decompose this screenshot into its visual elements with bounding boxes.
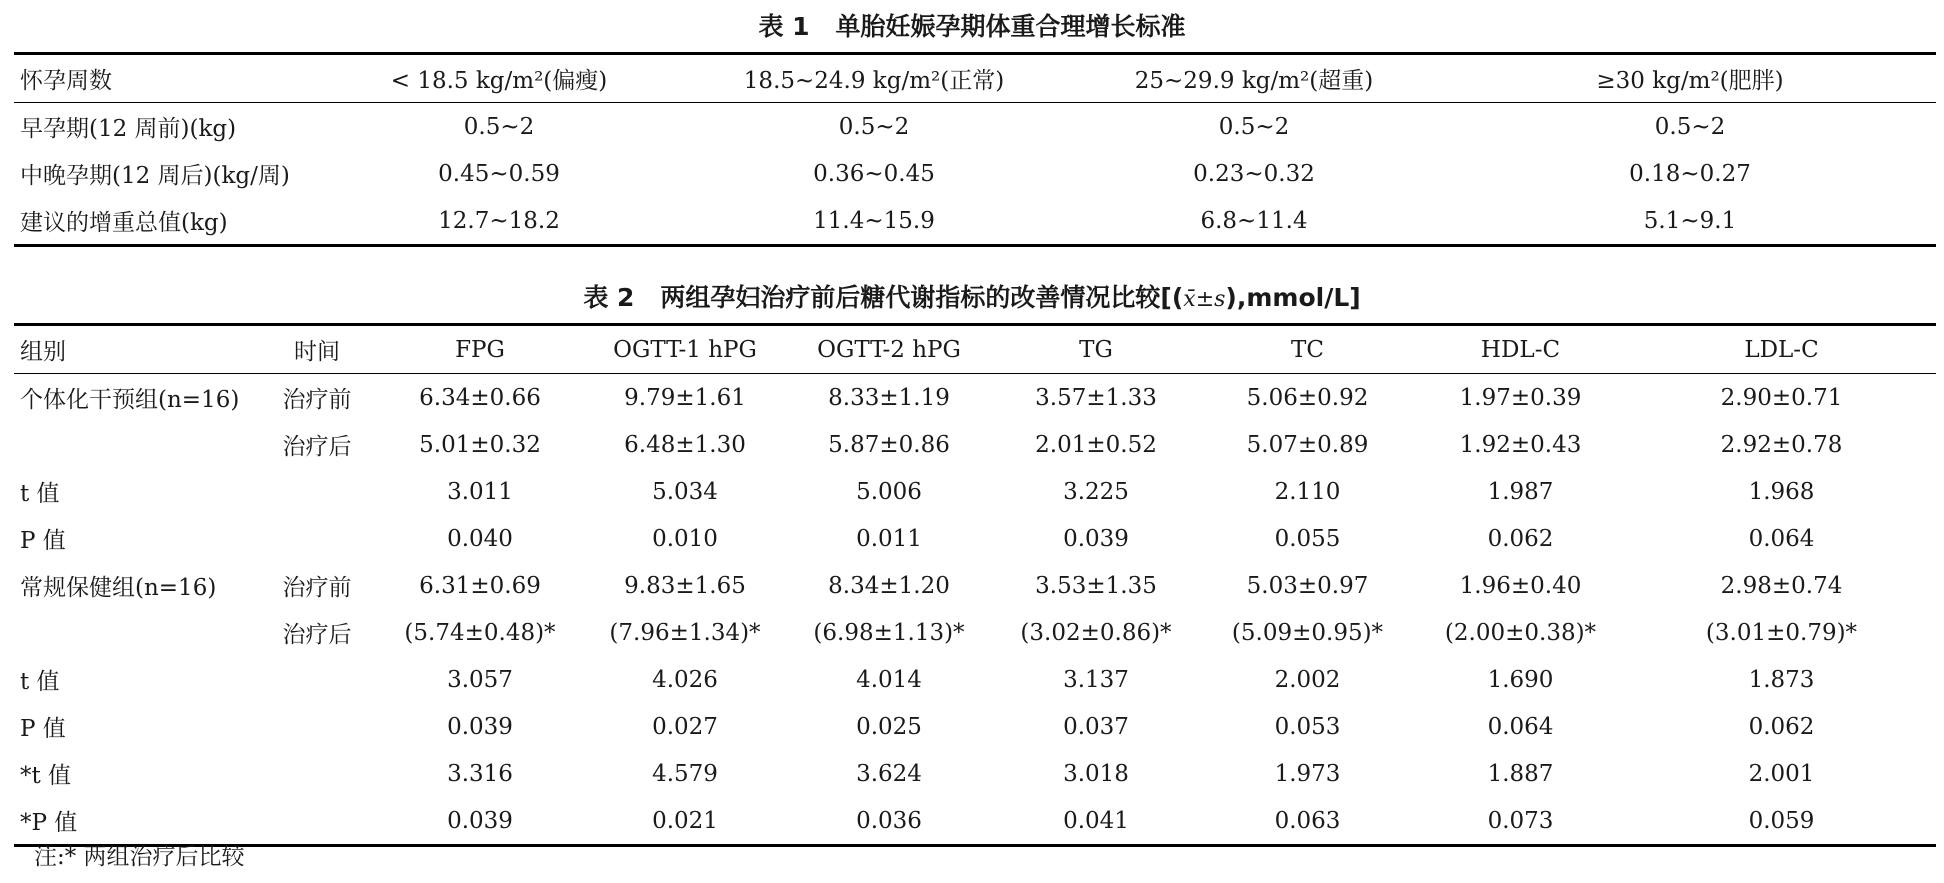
table2-cell: 0.064 bbox=[1487, 713, 1554, 740]
table2-cell: 0.062 bbox=[1487, 525, 1554, 552]
table2-cell: 1.887 bbox=[1487, 760, 1554, 787]
table2-cell: 0.037 bbox=[1063, 713, 1129, 740]
table2-cell: 3.57±1.33 bbox=[1035, 384, 1157, 411]
table-row bbox=[14, 562, 1936, 609]
table2-cell: 3.624 bbox=[856, 760, 922, 787]
table1-cell: 12.7~18.2 bbox=[314, 197, 684, 246]
table1-cell: 0.23~0.32 bbox=[1193, 160, 1315, 187]
table2-cell: 常规保健组(n=16) bbox=[20, 575, 217, 601]
table2-cell: (6.98±1.13)* bbox=[813, 619, 965, 646]
table1-header-cell: 18.5~24.9 kg/m²(正常) bbox=[684, 54, 1064, 103]
table1-header-cell: 25~29.9 kg/m²(超重) bbox=[1064, 54, 1444, 103]
table2-cell: 0.073 bbox=[1414, 797, 1627, 846]
table2-cell: 4.026 bbox=[652, 666, 718, 693]
table2-cell: t 值 bbox=[20, 669, 60, 695]
table-row bbox=[14, 468, 1936, 515]
table2-cell: 0.025 bbox=[856, 713, 922, 740]
table2-cell bbox=[257, 515, 377, 562]
table2-cell: 2.001 bbox=[1748, 760, 1815, 787]
table2-cell: (5.74±0.48)* bbox=[404, 619, 556, 646]
table2-cell: 0.040 bbox=[447, 525, 513, 552]
table2-cell: 1.97±0.39 bbox=[1459, 384, 1582, 411]
table2-cell: 8.34±1.20 bbox=[828, 572, 950, 599]
table2-cell: 0.059 bbox=[1627, 797, 1936, 846]
table1-header-cell: < 18.5 kg/m²(偏瘦) bbox=[314, 54, 684, 103]
table2-cell: 0.039 bbox=[447, 713, 513, 740]
table2-cell: 3.011 bbox=[447, 478, 513, 505]
table2-cell: 0.011 bbox=[856, 525, 922, 552]
table1-cell: 0.45~0.59 bbox=[438, 160, 560, 187]
table2-cell: 8.33±1.19 bbox=[828, 384, 950, 411]
table-row bbox=[14, 750, 1936, 797]
table2-cell: 1.92±0.43 bbox=[1459, 431, 1582, 458]
table2-cell bbox=[257, 797, 377, 846]
table1-header-cell: ≥30 kg/m²(肥胖) bbox=[1444, 54, 1936, 103]
table2-cell: 6.31±0.69 bbox=[419, 572, 541, 599]
table2-cell: 5.03±0.97 bbox=[1246, 572, 1369, 599]
table1-cell: 0.5~2 bbox=[1654, 113, 1726, 140]
table-row bbox=[14, 103, 1936, 151]
table-row bbox=[14, 421, 1936, 468]
table2-header-cell: TC bbox=[1201, 325, 1414, 374]
table2-cell: 2.01±0.52 bbox=[1035, 431, 1157, 458]
table2-cell bbox=[14, 421, 257, 468]
table1-caption-title: 单胎妊娠孕期体重合理增长标准 bbox=[835, 12, 1186, 41]
table2-body bbox=[14, 374, 1936, 846]
table1-cell: 0.5~2 bbox=[463, 113, 535, 140]
table2 bbox=[14, 323, 1936, 847]
table2-cell: 5.01±0.32 bbox=[419, 431, 541, 458]
table2-header-cell: HDL-C bbox=[1414, 325, 1627, 374]
table-row bbox=[14, 150, 1936, 197]
table2-cell: P 值 bbox=[20, 716, 66, 742]
table2-header-cell: 时间 bbox=[257, 325, 377, 374]
table2-caption-title: 两组孕妇治疗前后糖代谢指标的改善情况比较[( bbox=[660, 283, 1184, 312]
table1-cell: 0.5~2 bbox=[838, 113, 910, 140]
table-note: 注:* 两组治疗后比较 bbox=[34, 844, 245, 870]
table2-cell: 1.968 bbox=[1748, 478, 1815, 505]
table2-cell: 5.07±0.89 bbox=[1246, 431, 1369, 458]
table-row bbox=[14, 197, 1936, 246]
table2-cell bbox=[14, 609, 257, 656]
table-row bbox=[14, 797, 1936, 846]
table1-cell: 0.36~0.45 bbox=[813, 160, 935, 187]
table-row bbox=[14, 374, 1936, 422]
table2-cell: 0.064 bbox=[1748, 525, 1815, 552]
table2-cell: P 值 bbox=[20, 528, 66, 554]
table2-cell: 3.225 bbox=[1063, 478, 1129, 505]
table2-cell bbox=[257, 656, 377, 703]
table2-caption-number: 表 2 bbox=[583, 283, 635, 312]
table2-cell: (3.01±0.79)* bbox=[1705, 619, 1858, 646]
table-row bbox=[14, 656, 1936, 703]
table2-cell: 5.034 bbox=[652, 478, 718, 505]
table1-cell: 早孕期(12 周前)(kg) bbox=[20, 116, 237, 142]
table2-cell: 3.057 bbox=[447, 666, 513, 693]
table2-cell: 0.039 bbox=[377, 797, 583, 846]
table2-cell: 9.83±1.65 bbox=[624, 572, 746, 599]
table-row bbox=[14, 515, 1936, 562]
table2-caption-stat: x̄±s bbox=[1183, 287, 1226, 312]
table1-caption bbox=[0, 12, 1944, 42]
table2-header-cell: FPG bbox=[377, 325, 583, 374]
table1-cell: 0.18~0.27 bbox=[1629, 160, 1751, 187]
table2-cell: (7.96±1.34)* bbox=[609, 619, 761, 646]
table1-caption-number: 表 1 bbox=[758, 12, 810, 41]
table2-cell: 个体化干预组(n=16) bbox=[20, 387, 240, 413]
table2-header-cell: OGTT-1 hPG bbox=[583, 325, 787, 374]
table1-cell: 11.4~15.9 bbox=[684, 197, 1064, 246]
table2-cell: 6.48±1.30 bbox=[624, 431, 746, 458]
table2-cell: 2.002 bbox=[1274, 666, 1341, 693]
table2-cell: 9.79±1.61 bbox=[624, 384, 746, 411]
table2-cell: 0.041 bbox=[991, 797, 1201, 846]
table2-cell: 0.036 bbox=[787, 797, 991, 846]
table2-cell: 0.039 bbox=[1063, 525, 1129, 552]
table2-cell bbox=[257, 703, 377, 750]
table2-header-cell: LDL-C bbox=[1627, 325, 1936, 374]
table2-cell: 0.010 bbox=[652, 525, 718, 552]
table2-header-cell: 组别 bbox=[14, 325, 257, 374]
table2-cell: 3.53±1.35 bbox=[1035, 572, 1157, 599]
table2-header-cell: OGTT-2 hPG bbox=[787, 325, 991, 374]
table2-cell: 2.90±0.71 bbox=[1720, 384, 1843, 411]
table2-cell: 3.018 bbox=[1063, 760, 1129, 787]
table2-caption bbox=[0, 283, 1944, 315]
table2-cell: 2.92±0.78 bbox=[1720, 431, 1843, 458]
table2-cell: 4.579 bbox=[652, 760, 718, 787]
table2-cell: 治疗后 bbox=[282, 434, 352, 460]
table-row bbox=[14, 703, 1936, 750]
table2-header-cell: TG bbox=[991, 325, 1201, 374]
table2-cell: 1.873 bbox=[1748, 666, 1815, 693]
table2-cell bbox=[257, 468, 377, 515]
table2-header-row bbox=[14, 325, 1936, 374]
table1-cell: 建议的增重总值(kg) bbox=[14, 197, 314, 246]
table2-cell: *P 值 bbox=[14, 797, 257, 846]
table2-cell: 0.055 bbox=[1274, 525, 1341, 552]
table2-cell: 4.014 bbox=[856, 666, 922, 693]
table2-cell: 0.021 bbox=[583, 797, 787, 846]
table2-cell: (5.09±0.95)* bbox=[1231, 619, 1384, 646]
table2-cell: 1.973 bbox=[1274, 760, 1341, 787]
table2-cell: 治疗前 bbox=[282, 575, 352, 601]
table2-cell: *t 值 bbox=[20, 763, 72, 789]
table1-header-row bbox=[14, 54, 1936, 103]
table2-cell: 2.98±0.74 bbox=[1720, 572, 1843, 599]
table2-cell: 0.027 bbox=[652, 713, 718, 740]
table2-cell: (3.02±0.86)* bbox=[1020, 619, 1172, 646]
table2-cell: 0.062 bbox=[1748, 713, 1815, 740]
table2-cell: 6.34±0.66 bbox=[419, 384, 541, 411]
table2-cell: 5.87±0.86 bbox=[828, 431, 950, 458]
table2-cell: 治疗后 bbox=[282, 622, 352, 648]
table2-cell: 3.137 bbox=[1063, 666, 1129, 693]
table1 bbox=[14, 52, 1936, 247]
table1-cell: 6.8~11.4 bbox=[1064, 197, 1444, 246]
table2-cell: 0.053 bbox=[1274, 713, 1341, 740]
table1-header-cell: 怀孕周数 bbox=[14, 54, 314, 103]
table-row bbox=[14, 609, 1936, 656]
table1-cell: 0.5~2 bbox=[1218, 113, 1290, 140]
table2-cell: (2.00±0.38)* bbox=[1444, 619, 1597, 646]
table2-cell: 1.987 bbox=[1487, 478, 1554, 505]
table2-cell: 2.110 bbox=[1274, 478, 1341, 505]
table1-cell: 5.1~9.1 bbox=[1444, 197, 1936, 246]
table2-cell: 治疗前 bbox=[282, 387, 352, 413]
table2-cell: 5.006 bbox=[856, 478, 922, 505]
table2-cell: 5.06±0.92 bbox=[1246, 384, 1369, 411]
table2-cell bbox=[257, 750, 377, 797]
table2-cell: t 值 bbox=[20, 481, 60, 507]
table2-cell: 1.96±0.40 bbox=[1459, 572, 1582, 599]
table2-caption-unit: ),mmol/L] bbox=[1225, 283, 1361, 312]
table2-cell: 0.063 bbox=[1201, 797, 1414, 846]
table2-cell: 3.316 bbox=[447, 760, 513, 787]
table1-cell: 中晚孕期(12 周后)(kg/周) bbox=[20, 163, 290, 189]
table2-cell: 1.690 bbox=[1487, 666, 1554, 693]
